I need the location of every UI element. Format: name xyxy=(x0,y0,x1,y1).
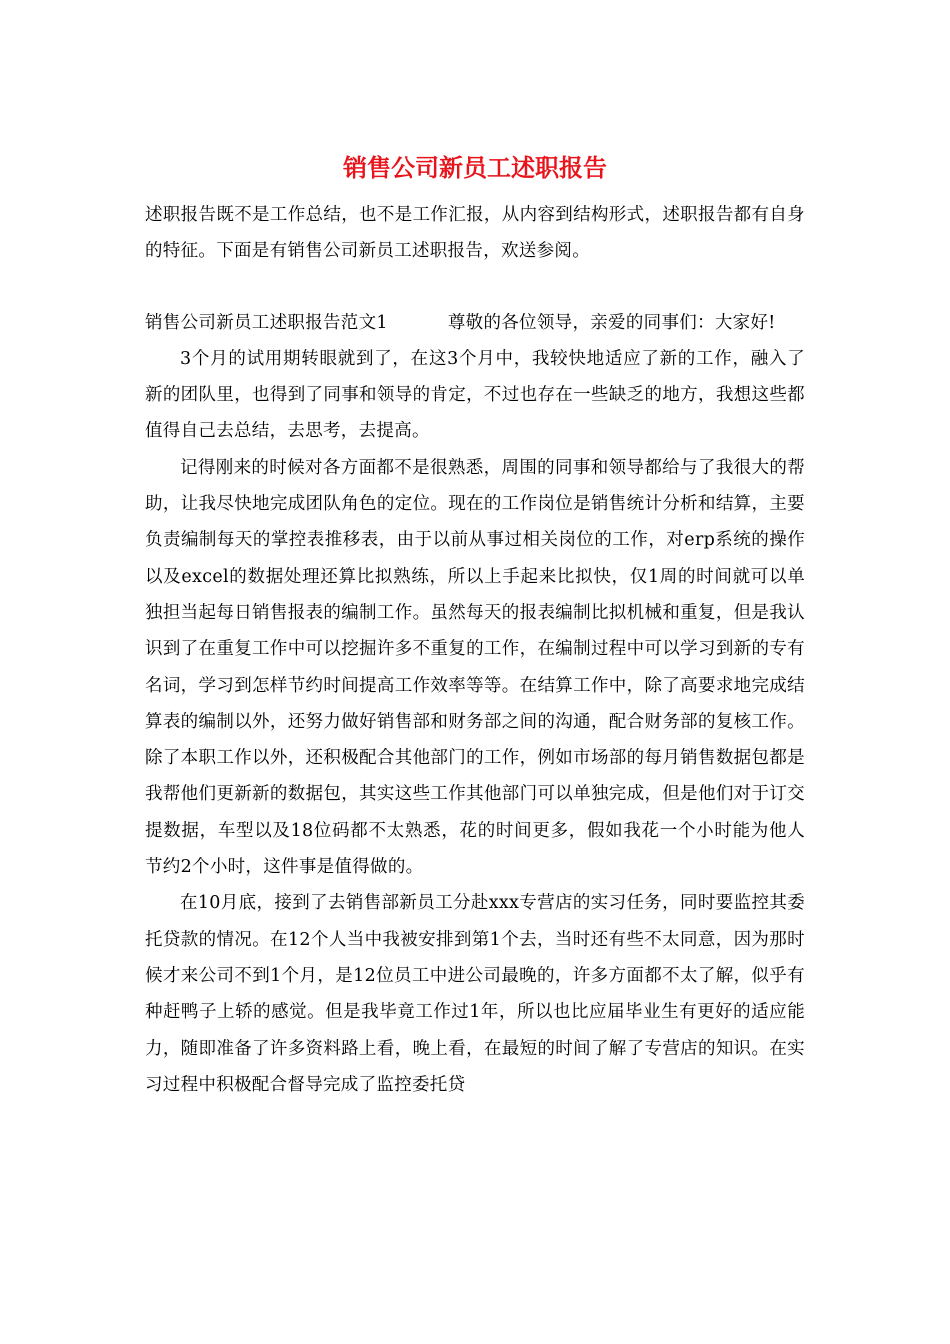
document-body xyxy=(145,197,805,1103)
body-paragraph-2: 记得刚来的时候对各方面都不是很熟悉，周围的同事和领导都给与了我很大的帮助，让我尽快地完成团队角色的定位。现在的工作岗位是销售统计分析和结算，主要负责编制每天的掌控表推移表，由于以前从事过相关岗位的工作，对erp系统的操作以及excel的数据处理还算比拟熟练，所以上手起来比拟快，仅1周的时间就可以单独担当起每日销售报表的编制工作。虽然每天的报表编制比拟机械和重复，但是我认识到了在重复工作中可以挖掘许多不重复的工作，在编制过程中可以学习到新的专有名词，学习到怎样节约时间提高工作效率等等。在结算工作中，除了高要求地完成结算表的编制以外，还努力做好销售部和财务部之间的沟通，配合财务部的复核工作。除了本职工作以外，还积极配合其他部门的工作，例如市场部的每月销售数据包都是我帮他们更新新的数据包，其实这些工作其他部门可以单独完成，但是他们对于订交提数据，车型以及18位码都不太熟悉，花的时间更多，假如我花一个小时能为他人节约2个小时，这件事是值得做的。 xyxy=(145,457,805,878)
body-paragraph-1: 3个月的试用期转眼就到了，在这3个月中，我较快地适应了新的工作，融入了新的团队里，也得到了同事和领导的肯定，不过也存在一些缺乏的地方，我想这些都值得自己去总结，去思考，去提高。 xyxy=(145,348,805,442)
greeting: 尊敬的各位领导，亲爱的同事们：大家好! xyxy=(447,312,776,333)
document-title: 销售公司新员工述职报告 xyxy=(343,153,607,182)
intro-paragraph: 述职报告既不是工作总结，也不是工作汇报，从内容到结构形式，述职报告都有自身的特征。下面是有销售公司新员工述职报告，欢送参阅。 xyxy=(145,205,805,262)
sample-heading: 销售公司新员工述职报告范文1 xyxy=(145,312,388,333)
body-paragraph-3: 在10月底，接到了去销售部新员工分赴xxx专营店的实习任务，同时要监控其委托贷款的情况。在12个人当中我被安排到第1个去，当时还有些不太同意，因为那时候才来公司不到1个月，是12位员工中进公司最晚的，许多方面都不太了解，似乎有种赶鸭子上轿的感觉。但是我毕竟工作过1年，所以也比应届毕业生有更好的适应能力，随即准备了许多资料路上看，晚上看，在最短的时间了解了专营店的知识。在实习过程中积极配合督导完成了监控委托贷 xyxy=(145,893,805,1095)
sample-heading-line xyxy=(145,305,805,341)
